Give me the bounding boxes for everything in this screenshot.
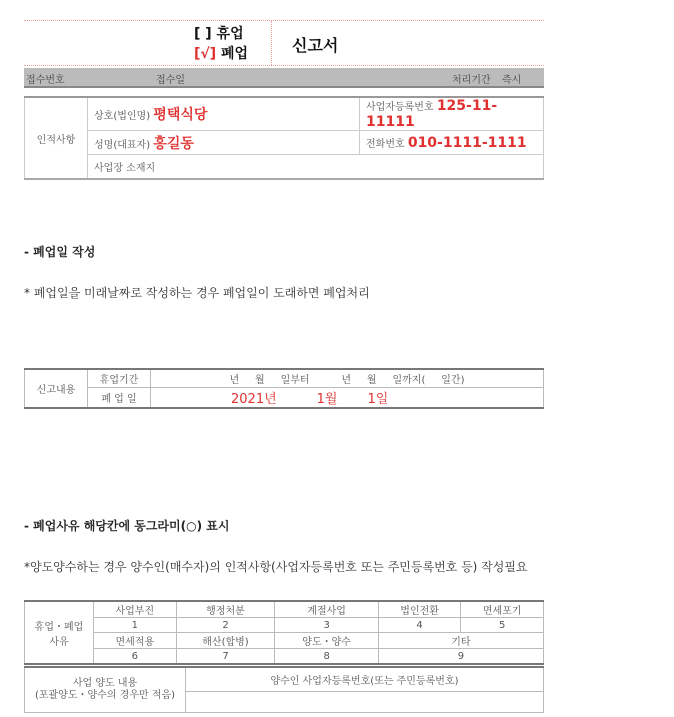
section2-heading: - 폐업사유 해당칸에 동그라미(○) 표시 <box>24 519 230 533</box>
suspension-period-value: 년 월 일부터 년 월 일까지( 일간) <box>151 369 544 388</box>
closure-option <box>194 43 248 63</box>
reason-code[interactable]: 4 <box>378 618 461 633</box>
buyer-reg-no-label: 양수인 사업자등록번호(또는 주민등록번호) <box>186 667 544 692</box>
processing-period-value: 즉시 <box>502 75 522 86</box>
personal-info-label: 인적사항 <box>25 97 88 179</box>
reason-label: 해산(합병) <box>176 633 275 649</box>
reason-label: 법인전환 <box>378 601 461 618</box>
reason-label: 행정처분 <box>176 601 275 618</box>
reason-label: 면세포기 <box>461 601 544 618</box>
buyer-reg-no-field[interactable] <box>186 692 544 713</box>
name-label: 성명(대표자) <box>94 139 151 151</box>
trade-name: 평택식당 <box>153 107 208 123</box>
reason-label: 기타 <box>378 633 543 649</box>
section1-heading: - 폐업일 작성 <box>24 245 96 259</box>
closure-label: 폐업 <box>216 46 249 62</box>
reason-label: 면세적용 <box>94 633 177 649</box>
transfer-label: 사업 양도 내용 (포괄양도・양수의 경우만 적음) <box>25 667 186 713</box>
reason-code[interactable]: 7 <box>176 649 275 665</box>
owner-name: 홍길동 <box>153 135 194 152</box>
receipt-no-label: 접수번호 <box>26 75 65 86</box>
suspension-option: [ ] 휴업 <box>194 26 244 42</box>
form-title-area <box>24 20 544 66</box>
receipt-date-label: 접수일 <box>156 75 185 86</box>
reason-label: 계절사업 <box>275 601 378 618</box>
transfer-table <box>24 666 544 713</box>
section2-note: *양도양수하는 경우 양수인(매수자)의 인적사항(사업자등록번호 또는 주민등록번호 등) 작성필요 <box>24 560 528 574</box>
processing-period-label: 처리기간 <box>452 75 491 86</box>
phone: 010-1111-1111 <box>407 134 527 151</box>
reason-code[interactable]: 8 <box>275 649 378 665</box>
closure-year: 2021년 <box>231 392 277 407</box>
closure-date-label: 폐 업 일 <box>88 388 151 409</box>
reason-code[interactable]: 5 <box>461 618 544 633</box>
phone-label: 전화번호 <box>366 138 405 150</box>
closure-month: 1월 <box>316 392 338 407</box>
reason-code[interactable]: 3 <box>275 618 378 633</box>
trade-name-label: 상호(법인명) <box>94 111 151 122</box>
report-table <box>24 368 544 409</box>
receipt-bar <box>24 68 544 88</box>
reasons-table <box>24 600 544 665</box>
closure-day: 1일 <box>367 392 389 407</box>
checkmark: [√] <box>194 46 217 62</box>
form-title: 신고서 <box>292 36 339 55</box>
reason-code[interactable]: 1 <box>94 618 177 633</box>
report-label: 신고내용 <box>25 369 88 408</box>
section1-note: * 폐업일을 미래날짜로 작성하는 경우 폐업일이 도래하면 폐업처리 <box>24 286 370 300</box>
reg-no: 125-11-11111 <box>366 98 498 130</box>
reasons-label: 휴업・폐업 사유 <box>25 601 94 664</box>
reg-no-label: 사업자등록번호 <box>366 102 434 113</box>
reason-code[interactable]: 9 <box>378 649 543 665</box>
personal-info-table <box>24 96 544 180</box>
suspension-period-label: 휴업기간 <box>88 369 151 388</box>
reason-code[interactable]: 6 <box>94 649 177 665</box>
reason-code[interactable]: 2 <box>176 618 275 633</box>
reason-label: 사업부진 <box>94 601 177 618</box>
address-label: 사업장 소재지 <box>88 155 544 180</box>
reason-label: 양도・양수 <box>275 633 378 649</box>
